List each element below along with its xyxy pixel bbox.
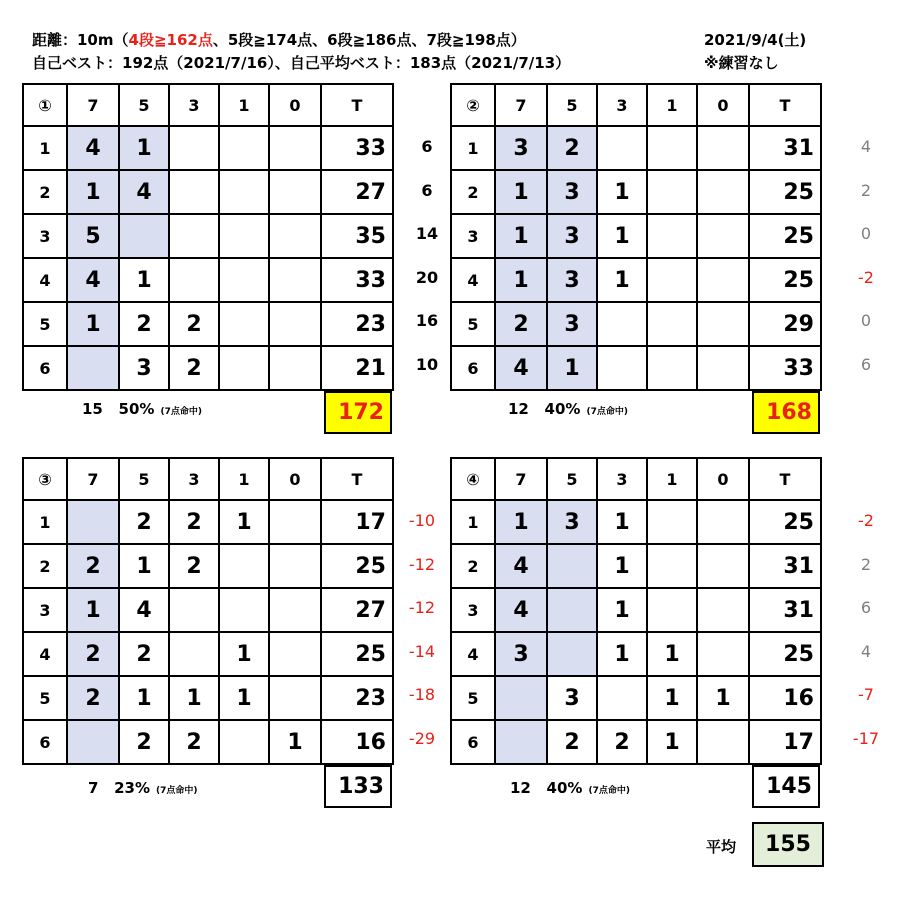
end-number: 1 bbox=[23, 126, 67, 170]
hit-count-cell: 2 bbox=[67, 632, 119, 676]
hit-count-cell bbox=[219, 126, 269, 170]
hit-count-cell: 1 bbox=[119, 676, 169, 720]
score-diff: -29 bbox=[408, 728, 436, 748]
end-number: 5 bbox=[23, 302, 67, 346]
hit-count-cell: 2 bbox=[67, 544, 119, 588]
hit-count-cell: 1 bbox=[169, 676, 219, 720]
hit-count-cell bbox=[697, 720, 749, 764]
hit-count-cell: 1 bbox=[647, 632, 697, 676]
column-header: 0 bbox=[697, 84, 749, 126]
column-header: 5 bbox=[547, 84, 597, 126]
hit-count-cell: 4 bbox=[119, 588, 169, 632]
table-row bbox=[23, 170, 393, 214]
hit-count-cell bbox=[697, 258, 749, 302]
round-4-summary bbox=[510, 779, 630, 797]
hit-count-cell bbox=[169, 588, 219, 632]
hit-count-cell bbox=[219, 544, 269, 588]
hit-count-cell bbox=[269, 214, 321, 258]
hit-count-cell: 1 bbox=[67, 302, 119, 346]
score-diff: 4 bbox=[860, 137, 872, 156]
score-diff: -2 bbox=[858, 267, 874, 287]
hit-count-cell bbox=[597, 126, 647, 170]
round-3-total: 133 bbox=[324, 765, 392, 808]
end-total: 27 bbox=[321, 588, 393, 632]
hit-count-cell bbox=[547, 544, 597, 588]
end-number: 2 bbox=[23, 544, 67, 588]
column-header: 7 bbox=[67, 84, 119, 126]
hit-count-cell bbox=[269, 346, 321, 390]
hit-count-cell bbox=[67, 720, 119, 764]
hit-count-cell: 2 bbox=[119, 302, 169, 346]
hit-count-cell: 1 bbox=[597, 588, 647, 632]
score-diff: -7 bbox=[858, 685, 874, 704]
hit-count-cell bbox=[697, 588, 749, 632]
hit-count-cell: 1 bbox=[597, 214, 647, 258]
table-row bbox=[451, 676, 821, 720]
hit-count-cell bbox=[697, 500, 749, 544]
round-2-hit-note: (7点命中) bbox=[586, 407, 628, 417]
round-1-hit-note: (7点命中) bbox=[160, 407, 202, 417]
end-total: 21 bbox=[321, 346, 393, 390]
column-header: 1 bbox=[647, 458, 697, 500]
column-header: 0 bbox=[269, 458, 321, 500]
round-3-hit-note: (7点命中) bbox=[156, 786, 198, 796]
column-header: 3 bbox=[169, 84, 219, 126]
hit-count-cell bbox=[697, 544, 749, 588]
target-other: 、5段≧174点、6段≧186点、7段≧198点） bbox=[212, 31, 526, 49]
score-diff: 20 bbox=[415, 267, 439, 287]
hit-count-cell: 3 bbox=[547, 676, 597, 720]
hit-count-cell bbox=[169, 170, 219, 214]
score-diff: -12 bbox=[408, 598, 436, 617]
hit-count-cell: 2 bbox=[67, 676, 119, 720]
hit-count-cell bbox=[697, 346, 749, 390]
hit-count-cell bbox=[269, 500, 321, 544]
hit-count-cell bbox=[647, 500, 697, 544]
round-3-summary bbox=[88, 779, 198, 797]
hit-count-cell: 1 bbox=[219, 676, 269, 720]
hit-count-cell bbox=[269, 170, 321, 214]
end-number: 3 bbox=[451, 588, 495, 632]
end-number: 5 bbox=[451, 302, 495, 346]
round-2-total: 168 bbox=[752, 391, 820, 434]
round-4-pct: 40% bbox=[546, 779, 583, 797]
end-number: 2 bbox=[451, 544, 495, 588]
hit-count-cell bbox=[647, 126, 697, 170]
hit-count-cell bbox=[219, 258, 269, 302]
column-header: 3 bbox=[597, 458, 647, 500]
round-4-hits: 12 bbox=[510, 779, 531, 797]
date-label: 2021/9/4(土) bbox=[704, 31, 807, 49]
hit-count-cell: 1 bbox=[647, 676, 697, 720]
score-diff: 6 bbox=[421, 180, 433, 200]
end-total: 33 bbox=[321, 258, 393, 302]
table-row bbox=[451, 632, 821, 676]
end-number: 5 bbox=[451, 676, 495, 720]
table-row bbox=[451, 588, 821, 632]
column-header: 1 bbox=[219, 458, 269, 500]
score-diff: 2 bbox=[860, 180, 872, 200]
end-number: 1 bbox=[23, 500, 67, 544]
hit-count-cell: 2 bbox=[547, 126, 597, 170]
end-total: 25 bbox=[321, 632, 393, 676]
hit-count-cell bbox=[597, 676, 647, 720]
score-diff: -10 bbox=[408, 511, 436, 530]
hit-count-cell bbox=[547, 632, 597, 676]
end-total: 16 bbox=[321, 720, 393, 764]
hit-count-cell bbox=[697, 632, 749, 676]
hit-count-cell: 1 bbox=[597, 500, 647, 544]
column-header: 3 bbox=[169, 458, 219, 500]
end-total: 33 bbox=[321, 126, 393, 170]
score-diff: -2 bbox=[858, 511, 874, 530]
end-number: 1 bbox=[451, 126, 495, 170]
round-mark: ③ bbox=[23, 458, 67, 500]
score-diff: 4 bbox=[860, 641, 872, 661]
note-label: ※練習なし bbox=[704, 54, 779, 72]
end-number: 4 bbox=[23, 258, 67, 302]
hit-count-cell bbox=[67, 500, 119, 544]
hit-count-cell bbox=[169, 632, 219, 676]
end-number: 4 bbox=[451, 258, 495, 302]
end-number: 4 bbox=[23, 632, 67, 676]
hit-count-cell: 1 bbox=[119, 258, 169, 302]
column-header: 1 bbox=[219, 84, 269, 126]
hit-count-cell: 1 bbox=[67, 588, 119, 632]
end-number: 6 bbox=[23, 346, 67, 390]
column-header: T bbox=[749, 458, 821, 500]
end-total: 27 bbox=[321, 170, 393, 214]
hit-count-cell: 3 bbox=[495, 632, 547, 676]
score-diff: -17 bbox=[852, 728, 880, 748]
hit-count-cell: 1 bbox=[119, 544, 169, 588]
hit-count-cell: 3 bbox=[495, 126, 547, 170]
column-header: 0 bbox=[697, 458, 749, 500]
column-header: 7 bbox=[495, 458, 547, 500]
table-row bbox=[23, 126, 393, 170]
table-row bbox=[451, 544, 821, 588]
table-row bbox=[23, 676, 393, 720]
hit-count-cell bbox=[697, 170, 749, 214]
hit-count-cell bbox=[269, 126, 321, 170]
end-number: 6 bbox=[23, 720, 67, 764]
end-number: 1 bbox=[451, 500, 495, 544]
table-row bbox=[451, 170, 821, 214]
hit-count-cell bbox=[67, 346, 119, 390]
table-row bbox=[451, 126, 821, 170]
hit-count-cell: 3 bbox=[547, 302, 597, 346]
column-header: 3 bbox=[597, 84, 647, 126]
hit-count-cell: 1 bbox=[697, 676, 749, 720]
hit-count-cell bbox=[495, 720, 547, 764]
round-mark: ② bbox=[451, 84, 495, 126]
hit-count-cell bbox=[597, 302, 647, 346]
table-row bbox=[23, 500, 393, 544]
hit-count-cell bbox=[219, 170, 269, 214]
end-total: 31 bbox=[749, 588, 821, 632]
hit-count-cell bbox=[495, 676, 547, 720]
end-total: 33 bbox=[749, 346, 821, 390]
round-3-hits: 7 bbox=[88, 779, 99, 797]
column-header: 5 bbox=[119, 458, 169, 500]
hit-count-cell bbox=[647, 346, 697, 390]
hit-count-cell bbox=[269, 632, 321, 676]
table-row bbox=[451, 258, 821, 302]
hit-count-cell: 1 bbox=[269, 720, 321, 764]
header-line2: 自己ベスト：192点（2021/7/16）、自己平均ベスト：183点（2021/7/13） bbox=[32, 54, 571, 72]
end-number: 2 bbox=[23, 170, 67, 214]
end-number: 6 bbox=[451, 346, 495, 390]
hit-count-cell bbox=[219, 302, 269, 346]
hit-count-cell bbox=[697, 126, 749, 170]
hit-count-cell: 2 bbox=[169, 544, 219, 588]
hit-count-cell bbox=[697, 214, 749, 258]
hit-count-cell bbox=[647, 588, 697, 632]
hit-count-cell bbox=[647, 214, 697, 258]
hit-count-cell bbox=[697, 302, 749, 346]
end-number: 2 bbox=[451, 170, 495, 214]
hit-count-cell bbox=[269, 302, 321, 346]
header-line1 bbox=[32, 29, 526, 50]
hit-count-cell bbox=[219, 346, 269, 390]
table-row bbox=[451, 500, 821, 544]
end-total: 25 bbox=[321, 544, 393, 588]
end-total: 17 bbox=[749, 720, 821, 764]
hit-count-cell: 2 bbox=[119, 632, 169, 676]
score-diff: 6 bbox=[421, 137, 433, 156]
hit-count-cell bbox=[647, 544, 697, 588]
score-diff: 2 bbox=[860, 554, 872, 574]
hit-count-cell bbox=[597, 346, 647, 390]
round-1-total: 172 bbox=[324, 391, 392, 434]
end-total: 17 bbox=[321, 500, 393, 544]
score-diff: 0 bbox=[860, 311, 872, 330]
table-row bbox=[23, 346, 393, 390]
hit-count-cell: 3 bbox=[119, 346, 169, 390]
score-diff: 0 bbox=[860, 224, 872, 243]
end-total: 31 bbox=[749, 126, 821, 170]
hit-count-cell bbox=[647, 302, 697, 346]
distance-label: 距離：10m（ bbox=[32, 31, 129, 49]
hit-count-cell: 2 bbox=[169, 720, 219, 764]
end-total: 16 bbox=[749, 676, 821, 720]
table-row bbox=[23, 214, 393, 258]
round-4-total: 145 bbox=[752, 765, 820, 808]
column-header: T bbox=[749, 84, 821, 126]
table-row bbox=[23, 302, 393, 346]
hit-count-cell: 2 bbox=[119, 720, 169, 764]
hit-count-cell: 1 bbox=[219, 632, 269, 676]
table-row bbox=[23, 632, 393, 676]
hit-count-cell: 1 bbox=[647, 720, 697, 764]
column-header: T bbox=[321, 84, 393, 126]
hit-count-cell: 4 bbox=[67, 258, 119, 302]
score-diff: 6 bbox=[860, 354, 872, 374]
end-number: 3 bbox=[23, 214, 67, 258]
round-3-table bbox=[22, 457, 394, 765]
hit-count-cell: 4 bbox=[495, 544, 547, 588]
hit-count-cell: 1 bbox=[495, 258, 547, 302]
score-diff: 16 bbox=[415, 311, 439, 330]
hit-count-cell: 1 bbox=[495, 500, 547, 544]
average-label: 平均 bbox=[706, 838, 737, 856]
end-total: 31 bbox=[749, 544, 821, 588]
round-mark: ① bbox=[23, 84, 67, 126]
round-mark: ④ bbox=[451, 458, 495, 500]
end-total: 25 bbox=[749, 258, 821, 302]
hit-count-cell bbox=[269, 258, 321, 302]
end-total: 25 bbox=[749, 170, 821, 214]
table-row bbox=[451, 214, 821, 258]
end-total: 25 bbox=[749, 214, 821, 258]
score-diff: 10 bbox=[415, 354, 439, 374]
column-header: 5 bbox=[119, 84, 169, 126]
round-1-pct: 50% bbox=[118, 400, 155, 418]
round-2-summary bbox=[508, 400, 628, 418]
round-4-table bbox=[450, 457, 822, 765]
hit-count-cell: 1 bbox=[67, 170, 119, 214]
hit-count-cell: 2 bbox=[169, 346, 219, 390]
round-2-table bbox=[450, 83, 822, 391]
hit-count-cell: 4 bbox=[119, 170, 169, 214]
hit-count-cell: 4 bbox=[67, 126, 119, 170]
round-1-summary bbox=[82, 400, 202, 418]
column-header: 7 bbox=[67, 458, 119, 500]
table-row bbox=[23, 720, 393, 764]
hit-count-cell: 1 bbox=[597, 632, 647, 676]
hit-count-cell bbox=[219, 720, 269, 764]
column-header: 0 bbox=[269, 84, 321, 126]
round-4-hit-note: (7点命中) bbox=[588, 786, 630, 796]
target-4dan: 4段≧162点 bbox=[128, 31, 213, 49]
table-row bbox=[23, 544, 393, 588]
hit-count-cell: 1 bbox=[597, 170, 647, 214]
hit-count-cell: 4 bbox=[495, 346, 547, 390]
score-diff: -14 bbox=[408, 641, 436, 661]
end-number: 4 bbox=[451, 632, 495, 676]
hit-count-cell: 2 bbox=[495, 302, 547, 346]
hit-count-cell bbox=[647, 258, 697, 302]
round-3-pct: 23% bbox=[114, 779, 151, 797]
round-1-hits: 15 bbox=[82, 400, 103, 418]
hit-count-cell: 1 bbox=[495, 214, 547, 258]
hit-count-cell: 1 bbox=[495, 170, 547, 214]
table-row bbox=[451, 720, 821, 764]
end-number: 3 bbox=[23, 588, 67, 632]
column-header: T bbox=[321, 458, 393, 500]
hit-count-cell: 2 bbox=[597, 720, 647, 764]
hit-count-cell bbox=[269, 676, 321, 720]
end-total: 23 bbox=[321, 302, 393, 346]
score-diff: -18 bbox=[408, 685, 436, 704]
hit-count-cell bbox=[119, 214, 169, 258]
end-number: 5 bbox=[23, 676, 67, 720]
hit-count-cell: 3 bbox=[547, 170, 597, 214]
hit-count-cell: 2 bbox=[169, 302, 219, 346]
round-2-pct: 40% bbox=[544, 400, 581, 418]
hit-count-cell bbox=[647, 170, 697, 214]
column-header: 5 bbox=[547, 458, 597, 500]
score-diff: -12 bbox=[408, 554, 436, 574]
hit-count-cell: 3 bbox=[547, 500, 597, 544]
hit-count-cell: 1 bbox=[119, 126, 169, 170]
round-1-table bbox=[22, 83, 394, 391]
hit-count-cell bbox=[219, 588, 269, 632]
hit-count-cell bbox=[219, 214, 269, 258]
hit-count-cell: 2 bbox=[547, 720, 597, 764]
table-row bbox=[451, 302, 821, 346]
hit-count-cell: 1 bbox=[219, 500, 269, 544]
hit-count-cell: 1 bbox=[597, 544, 647, 588]
end-total: 25 bbox=[749, 500, 821, 544]
hit-count-cell: 1 bbox=[547, 346, 597, 390]
hit-count-cell bbox=[169, 214, 219, 258]
end-total: 23 bbox=[321, 676, 393, 720]
hit-count-cell: 2 bbox=[119, 500, 169, 544]
hit-count-cell bbox=[169, 126, 219, 170]
hit-count-cell: 1 bbox=[597, 258, 647, 302]
hit-count-cell bbox=[169, 258, 219, 302]
end-total: 25 bbox=[749, 632, 821, 676]
score-diff: 14 bbox=[415, 224, 439, 243]
hit-count-cell: 3 bbox=[547, 258, 597, 302]
end-total: 35 bbox=[321, 214, 393, 258]
hit-count-cell bbox=[269, 588, 321, 632]
column-header: 7 bbox=[495, 84, 547, 126]
hit-count-cell: 3 bbox=[547, 214, 597, 258]
column-header: 1 bbox=[647, 84, 697, 126]
table-row bbox=[23, 588, 393, 632]
hit-count-cell: 4 bbox=[495, 588, 547, 632]
round-2-hits: 12 bbox=[508, 400, 529, 418]
hit-count-cell: 5 bbox=[67, 214, 119, 258]
score-diff: 6 bbox=[860, 598, 872, 617]
end-number: 3 bbox=[451, 214, 495, 258]
hit-count-cell: 2 bbox=[169, 500, 219, 544]
table-row bbox=[451, 346, 821, 390]
end-number: 6 bbox=[451, 720, 495, 764]
table-row bbox=[23, 258, 393, 302]
average-value: 155 bbox=[752, 822, 824, 867]
end-total: 29 bbox=[749, 302, 821, 346]
hit-count-cell bbox=[547, 588, 597, 632]
hit-count-cell bbox=[269, 544, 321, 588]
